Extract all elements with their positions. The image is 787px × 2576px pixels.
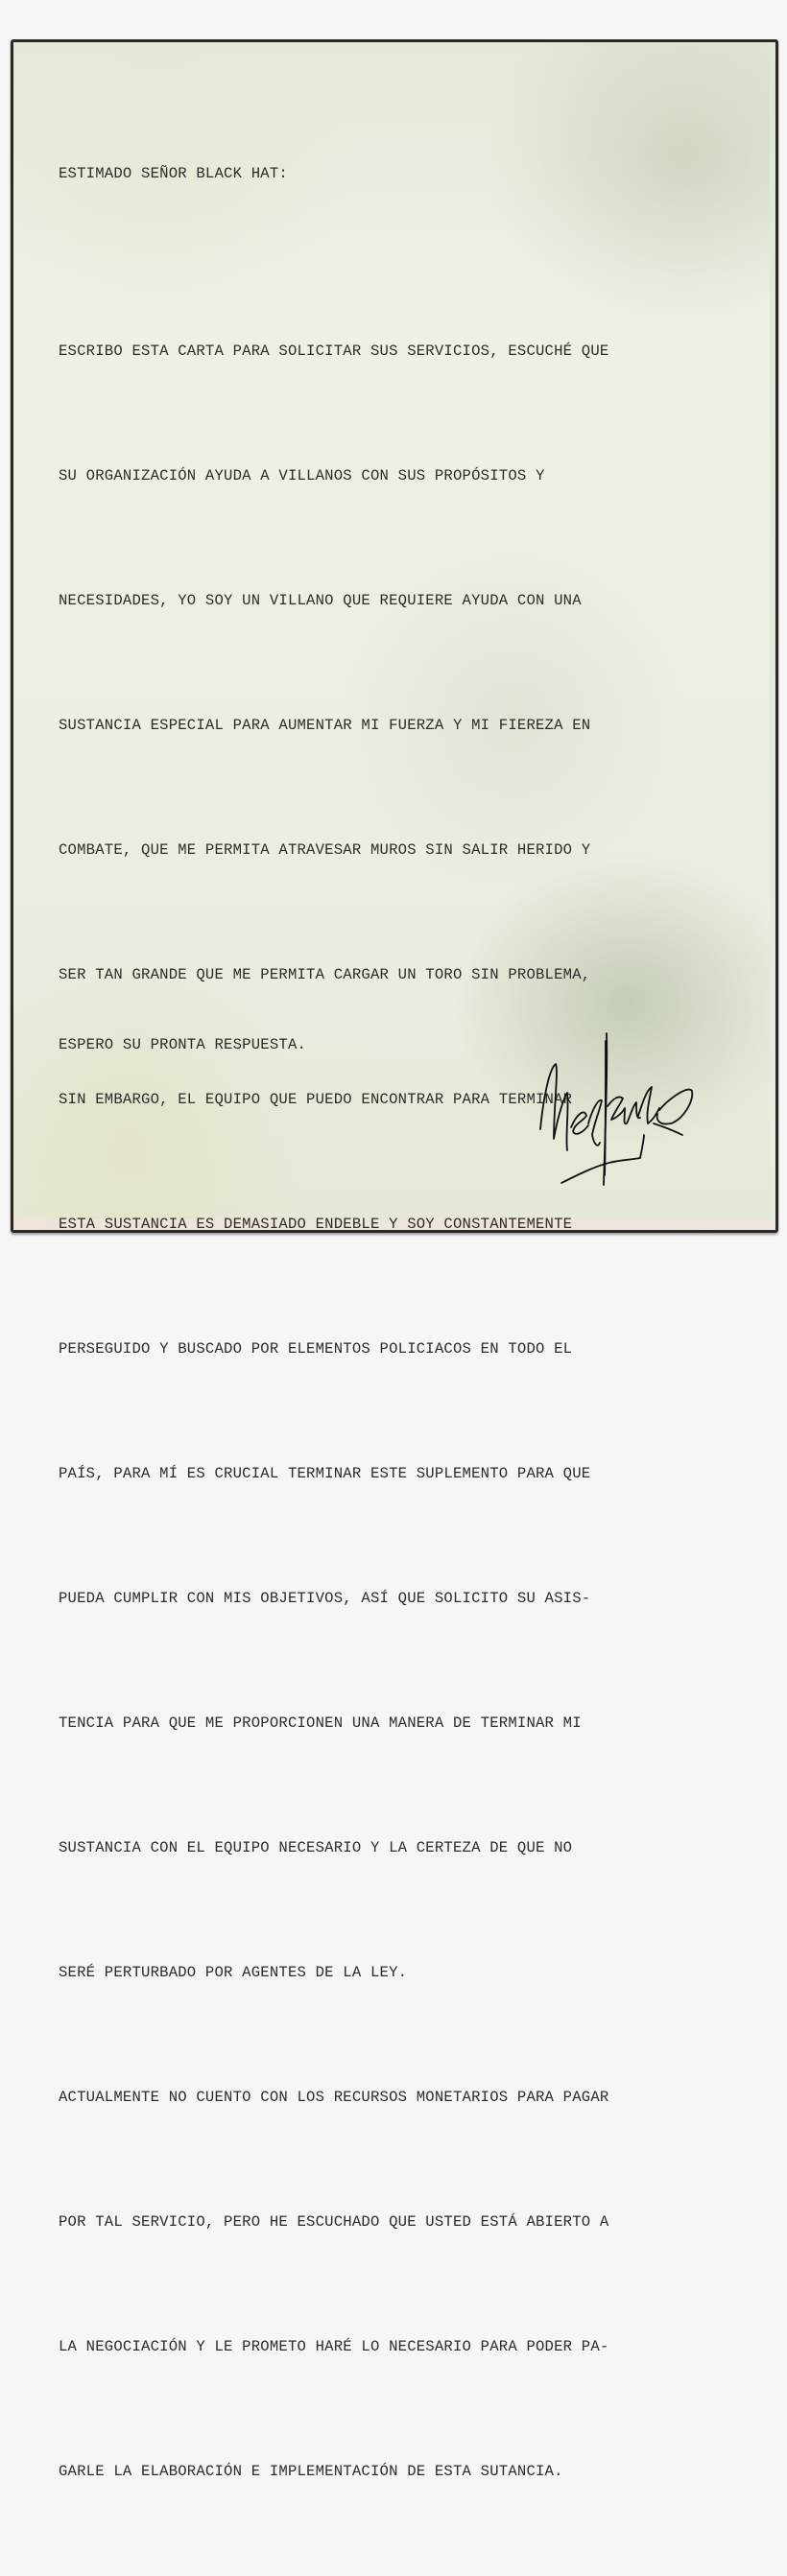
letter-closing: ESPERO SU PRONTA RESPUESTA.: [59, 1036, 307, 1053]
letter-greeting: ESTIMADO SEÑOR BLACK HAT:: [59, 165, 288, 182]
letter-line: TENCIA PARA QUE ME PROPORCIONEN UNA MANERA DE TERMINAR MI: [59, 1714, 582, 1733]
letter-line: SIN EMBARGO, EL EQUIPO QUE PUEDO ENCONTRAR PARA TERMINAR: [59, 1090, 573, 1108]
paper-edge-right: [770, 42, 775, 1230]
letter-line: SUSTANCIA CON EL EQUIPO NECESARIO Y LA CERTEZA DE QUE NO: [59, 1839, 573, 1857]
letter-line: NECESIDADES, YO SOY UN VILLANO QUE REQUIERE AYUDA CON UNA: [59, 591, 582, 609]
letter-line: SER TAN GRANDE QUE ME PERMITA CARGAR UN TORO SIN PROBLEMA,: [59, 965, 591, 983]
letter-body: [59, 248, 608, 2576]
letter-line: COMBATE, QUE ME PERMITA ATRAVESAR MUROS SIN SALIR HERIDO Y: [59, 840, 591, 859]
letter-line: ACTUALMENTE NO CUENTO CON LOS RECURSOS MONETARIOS PARA PAGAR: [59, 2089, 609, 2107]
letter-line: GARLE LA ELABORACIÓN E IMPLEMENTACIÓN DE ESTA SUTANCIA.: [59, 2463, 563, 2481]
letter-line: SUSTANCIA ESPECIAL PARA AUMENTAR MI FUERZA Y MI FIEREZA EN: [59, 716, 591, 734]
letter-paper: [11, 39, 778, 2481]
letter-line: POR TAL SERVICIO, PERO HE ESCUCHADO QUE USTED ESTÁ ABIERTO A: [59, 2213, 609, 2232]
letter-line: ESTA SUSTANCIA ES DEMASIADO ENDEBLE Y SOY CONSTANTEMENTE: [59, 1215, 573, 1233]
letter-line: PAÍS, PARA MÍ ES CRUCIAL TERMINAR ESTE SUPLEMENTO PARA QUE: [59, 1464, 591, 1482]
letter-line: SU ORGANIZACIÓN AYUDA A VILLANOS CON SUS PROPÓSITOS Y: [59, 466, 545, 484]
letter-line: PUEDA CUMPLIR CON MIS OBJETIVOS, ASÍ QUE SOLICITO SU ASIS-: [59, 1590, 591, 1607]
letter-line: PERSEGUIDO Y BUSCADO POR ELEMENTOS POLICIACOS EN TODO EL: [59, 1339, 573, 1358]
letter-line: SERÉ PERTURBADO POR AGENTES DE LA LEY.: [59, 1964, 408, 1982]
signature-icon: [529, 1031, 702, 1194]
letter-line: ESCRIBO ESTA CARTA PARA SOLICITAR SUS SERVICIOS, ESCUCHÉ QUE: [59, 342, 609, 360]
letter-line: LA NEGOCIACIÓN Y LE PROMETO HARÉ LO NECESARIO PARA PODER PA-: [59, 2338, 609, 2356]
